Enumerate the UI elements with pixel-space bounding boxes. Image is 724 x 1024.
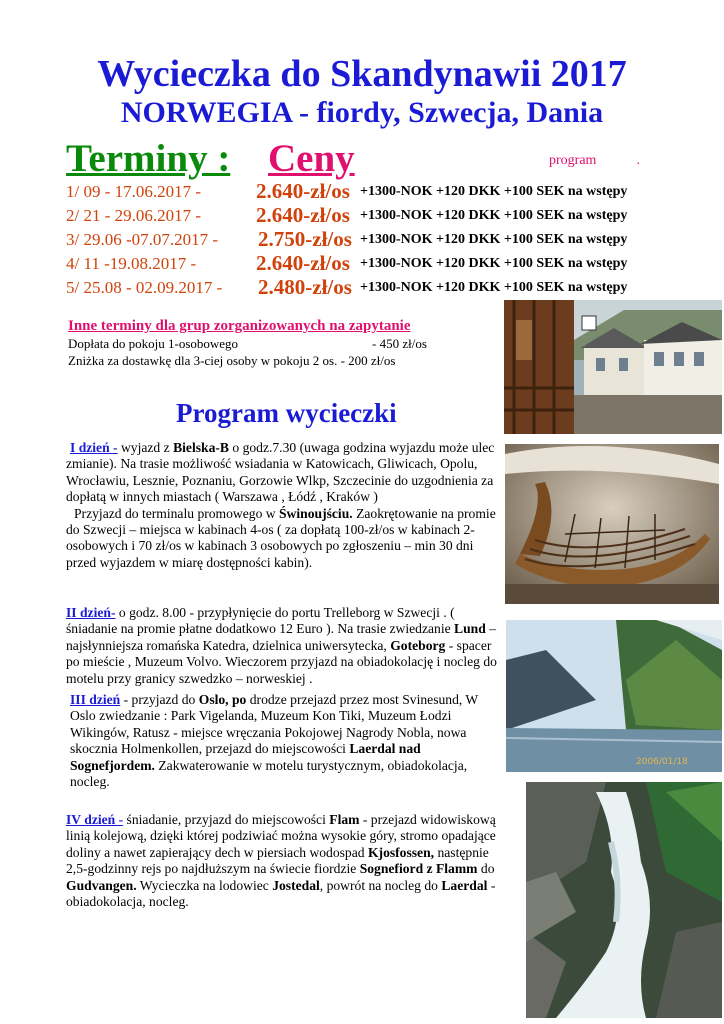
day2-bold: Lund bbox=[454, 621, 486, 637]
discount-text: Zniżka za dostawkę dla 3-ciej osoby w pokoju 2 os. - 200 zł/os bbox=[68, 353, 396, 368]
day1-bold: Świnoujściu. bbox=[279, 505, 353, 521]
day4-text: Wycieczka na lodowiec bbox=[136, 877, 273, 893]
term-extra: +1300-NOK +120 DKK +100 SEK na wstępy bbox=[360, 256, 628, 271]
day4-bold: Jostedal bbox=[272, 877, 320, 893]
program-link-label[interactable]: program bbox=[549, 153, 597, 168]
day2-text: - spacer po mieście , Muzeum Volvo. Wieczorem przyjazd na obiadokolację i nocleg do motelu przy granicy szwedzko – norweskiej . bbox=[66, 637, 497, 686]
day1-bold: Bielska-B bbox=[173, 440, 229, 455]
day2-text: o godz. 8.00 - przypłynięcie do portu Trelleborg w Szwecji . ( śniadanie na promie płatne dodatkowo 12 Euro ). Na trasie zwiedzanie bbox=[66, 605, 455, 637]
village-houses-photo bbox=[504, 300, 722, 434]
day4-text: śniadanie, przyjazd do miejscowości bbox=[123, 812, 330, 827]
day3-text: drodze przejazd przez most Svinesund, W Oslo zwiedzanie : Park Vigelanda, Muzeum Kon Tiki, Muzeum Łodzi Wikingów, Ratusz - miejsce wręczania Pokojowej Nagrody Nobla, nowa skocznia Holmenkollen, przejazd do miejscowości bbox=[70, 692, 479, 757]
day4-paragraph bbox=[66, 812, 502, 910]
day2-text: – najsłynniejsza romańska Katedra, dzielnica uniwersytecka, bbox=[66, 621, 496, 653]
term-price: 2.640-zł/os bbox=[256, 251, 350, 275]
day4-bold: Gudvangen. bbox=[66, 877, 137, 893]
day4-bold: Laerdal bbox=[441, 877, 488, 893]
day2-paragraph bbox=[66, 605, 504, 687]
day4-text: do bbox=[477, 861, 495, 877]
day2-bold: Goteborg bbox=[390, 637, 446, 653]
term-extra: +1300-NOK +120 DKK +100 SEK na wstępy bbox=[360, 208, 628, 223]
day1-paragraph bbox=[66, 440, 506, 571]
day1-text: Przyjazd do terminalu promowego w bbox=[74, 505, 279, 521]
day3-bold: po bbox=[228, 692, 247, 707]
other-terms-heading: Inne terminy dla grup zorganizowanych na zapytanie bbox=[68, 318, 411, 334]
page-subtitle: NORWEGIA - fiordy, Szwecja, Dania bbox=[120, 96, 604, 129]
day4-bold: Sognefiord z Flamm bbox=[359, 861, 478, 877]
fjord-photo bbox=[506, 620, 722, 772]
day2-label: II dzień- bbox=[66, 605, 116, 620]
ceny-heading: Ceny bbox=[268, 137, 355, 180]
day3-bold: Oslo, bbox=[198, 692, 229, 707]
day3-text: - przyjazd do bbox=[120, 692, 199, 707]
single-room-label: Dopłata do pokoju 1-osobowego bbox=[68, 336, 239, 351]
day3-bold: Laerdal nad Sognefjordem. bbox=[70, 741, 421, 773]
terminy-heading: Terminy : bbox=[66, 137, 231, 180]
term-extra: +1300-NOK +120 DKK +100 SEK na wstępy bbox=[360, 280, 628, 295]
single-room-price: - 450 zł/os bbox=[372, 336, 427, 351]
day3-text: Zakwaterowanie w motelu turystycznym, obiadokolacja, nocleg. bbox=[70, 757, 468, 790]
program-link-dot: . bbox=[636, 153, 640, 168]
fjord-date-stamp: 2006/01/18 bbox=[636, 757, 688, 767]
day3-paragraph bbox=[70, 692, 500, 790]
day4-bold: Flam bbox=[329, 812, 360, 827]
day1-text: o godz.7.30 (uwaga godzina wyjazdu może ulec zmianie). Na trasie możliwość wsiadania w Katowicach, Gliwicach, Opolu, Wrocławiu, Lesznie, Poznaniu, Gorzowie Wlkp, Szczecinie do uzgodnienia za dopłatą w innych miastach ( Warszawa , Łódź , Kraków ) bbox=[66, 440, 495, 505]
term-dates: 3/ 29.06 -07.07.2017 - bbox=[66, 230, 219, 249]
term-extra: +1300-NOK +120 DKK +100 SEK na wstępy bbox=[360, 184, 628, 199]
day4-text: - przejazd widowiskową linią kolejową, dzięki której podziwiać można wysokie góry, stromo opadające doliny a nawet zapierający dech w piersiach wodospad bbox=[66, 812, 496, 860]
day4-label: IV dzień - bbox=[66, 812, 124, 827]
waterfall-photo bbox=[526, 782, 722, 1018]
day4-bold: Kjosfossen, bbox=[367, 844, 435, 860]
term-price: 2.640-zł/os bbox=[256, 179, 350, 203]
term-dates: 5/ 25.08 - 02.09.2017 - bbox=[66, 278, 223, 297]
term-extra: +1300-NOK +120 DKK +100 SEK na wstępy bbox=[360, 232, 628, 247]
term-dates: 1/ 09 - 17.06.2017 - bbox=[66, 182, 202, 201]
program-title: Program wycieczki bbox=[176, 398, 397, 428]
program-link[interactable] bbox=[549, 153, 640, 169]
page-title: Wycieczka do Skandynawii 2017 bbox=[97, 53, 627, 95]
term-dates: 4/ 11 -19.08.2017 - bbox=[66, 254, 197, 273]
day3-label: III dzień bbox=[70, 692, 121, 707]
day1-text: wyjazd z bbox=[117, 440, 174, 455]
day4-text: następnie 2,5-godzinny rejs po najdłuższym na świecie fiordzie bbox=[66, 844, 489, 877]
term-price: 2.480-zł/os bbox=[258, 275, 352, 299]
term-price: 2.640-zł/os bbox=[256, 203, 350, 227]
term-dates: 2/ 21 - 29.06.2017 - bbox=[66, 206, 202, 225]
day1-text: Zaokrętowanie na promie do Szwecji – miejsca w kabinach 4-os ( za dopłatą 100-zł/os w kabinach 2-osobowych i 70 zł/os w kabinach 3 osobowych po zgłoszeniu – min 30 dni przed wyjazdem w miarę dostępności kabin). bbox=[66, 505, 496, 570]
term-price: 2.750-zł/os bbox=[258, 227, 352, 251]
day4-text: , powrót na nocleg do bbox=[319, 877, 442, 893]
day4-text: - obiadokolacja, nocleg. bbox=[66, 877, 496, 910]
day1-label: I dzień - bbox=[70, 440, 118, 455]
viking-ship-photo bbox=[505, 444, 719, 604]
